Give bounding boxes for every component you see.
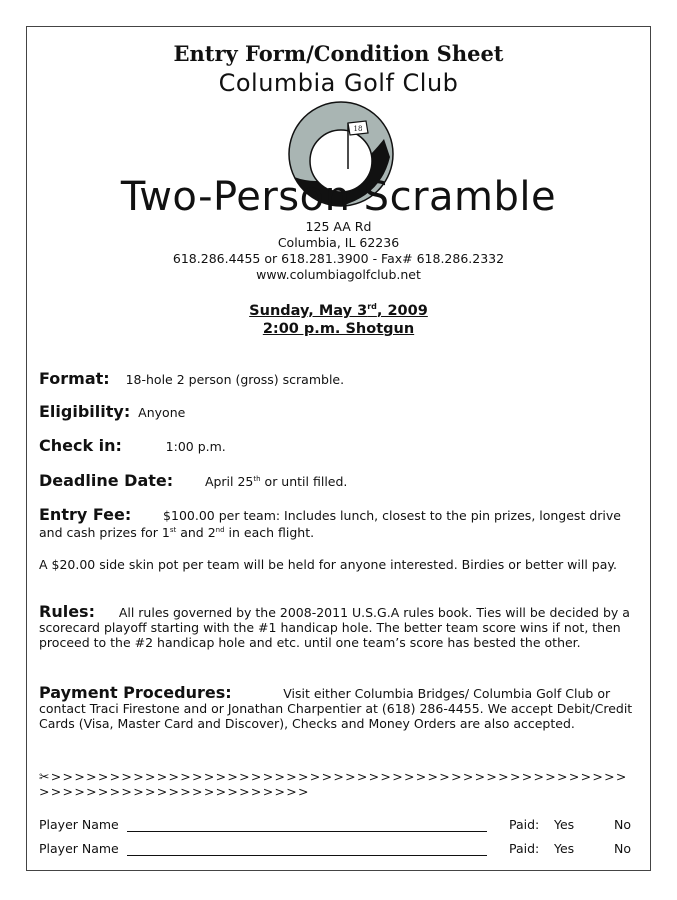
event-title: Two-Person Scramble (120, 174, 557, 220)
player-row-2 (39, 841, 639, 859)
paid-yes-option[interactable]: Yes (554, 817, 575, 832)
paid-no-option[interactable]: No (614, 841, 631, 856)
fee-text: $100.00 per team: Includes lunch, closest to the pin prizes, longest drive and cash prizes for 1 (39, 508, 621, 541)
deadline-text: April 25 (204, 474, 254, 490)
eligibility-section (39, 404, 639, 420)
start-time: 2:00 p.m. Shotgun (262, 320, 415, 337)
checkin-text: 1:00 p.m. (165, 439, 226, 454)
cut-line: ✂>>>>>>>>>>>>>>>>>>>>>>>>>>>>>>>>>>>>>>>>>>>>>>>>>>>>>>>>>>>>>>>>>>>>>>>> (39, 769, 628, 799)
player-name-field[interactable] (127, 831, 487, 832)
fee-text-mid: and 2 (176, 525, 216, 541)
player-name-label: Player Name (39, 841, 119, 856)
paid-label: Paid: (509, 841, 540, 856)
eligibility-label: Eligibility: (39, 402, 131, 421)
player-row-1 (39, 817, 639, 835)
flag-number: 18 (353, 125, 363, 133)
deadline-ordinal: th (253, 475, 261, 483)
checkin-label: Check in: (39, 436, 122, 455)
payment-text: Visit either Columbia Bridges/ Columbia Golf Club or contact Traci Firestone and or Jonathan Charpentier at (618) 286-4455. We accept Debit/Credit Cards (Visa, Master Card and Discover), Checks and Money Orders are also accepted. (39, 686, 633, 731)
skins-text: A $20.00 side skin pot per team will be held for anyone interested. Birdies or better will pay. (39, 557, 617, 572)
rules-text: All rules governed by the 2008-2011 U.S.G.A rules book. Ties will be decided by a scorecard playoff starting with the #1 handicap hole. The better team score wins if not, then proceed to the #2 handicap hole and etc. until one team’s score has bested the other. (39, 605, 630, 650)
fee-ordinal-2: nd (215, 526, 225, 534)
entry-form-page (26, 26, 651, 871)
date-ordinal: rd (367, 302, 377, 311)
payment-section (39, 685, 639, 731)
date-text: Sunday, May 3 (249, 302, 368, 319)
deadline-text-end: or until filled. (260, 474, 348, 490)
deadline-label: Deadline Date: (39, 471, 174, 491)
player-name-field[interactable] (127, 855, 487, 856)
fee-text-end: in each flight. (224, 525, 315, 541)
checkin-section (39, 438, 639, 454)
fee-ordinal-1: st (169, 526, 177, 534)
paid-yes-option[interactable]: Yes (554, 841, 575, 856)
club-name: Columbia Golf Club (218, 69, 459, 97)
paid-no-option[interactable]: No (614, 817, 631, 832)
eligibility-text: Anyone (138, 405, 186, 420)
paid-label: Paid: (509, 817, 540, 832)
address-block (27, 219, 650, 283)
rules-section (39, 604, 639, 650)
skins-section (39, 557, 639, 572)
city-address: Columbia, IL 62236 (277, 235, 400, 250)
format-text: 18-hole 2 person (gross) scramble. (125, 372, 345, 387)
format-label: Format: (39, 369, 110, 388)
date-year: , 2009 (376, 302, 428, 319)
street-address: 125 AA Rd (305, 219, 372, 234)
event-date (27, 298, 650, 338)
fee-section (39, 507, 639, 540)
player-name-label: Player Name (39, 817, 119, 832)
website-link[interactable]: www.columbiagolfclub.net (256, 267, 421, 282)
phone-fax: 618.286.4455 or 618.281.3900 - Fax# 618.286.2332 (172, 251, 505, 266)
fee-label: Entry Fee: (39, 505, 132, 524)
payment-label: Payment Procedures: (39, 683, 232, 702)
rules-label: Rules: (39, 602, 95, 621)
form-title: Entry Form/Condition Sheet (173, 41, 504, 66)
deadline-section (39, 472, 639, 489)
format-section (39, 371, 639, 387)
